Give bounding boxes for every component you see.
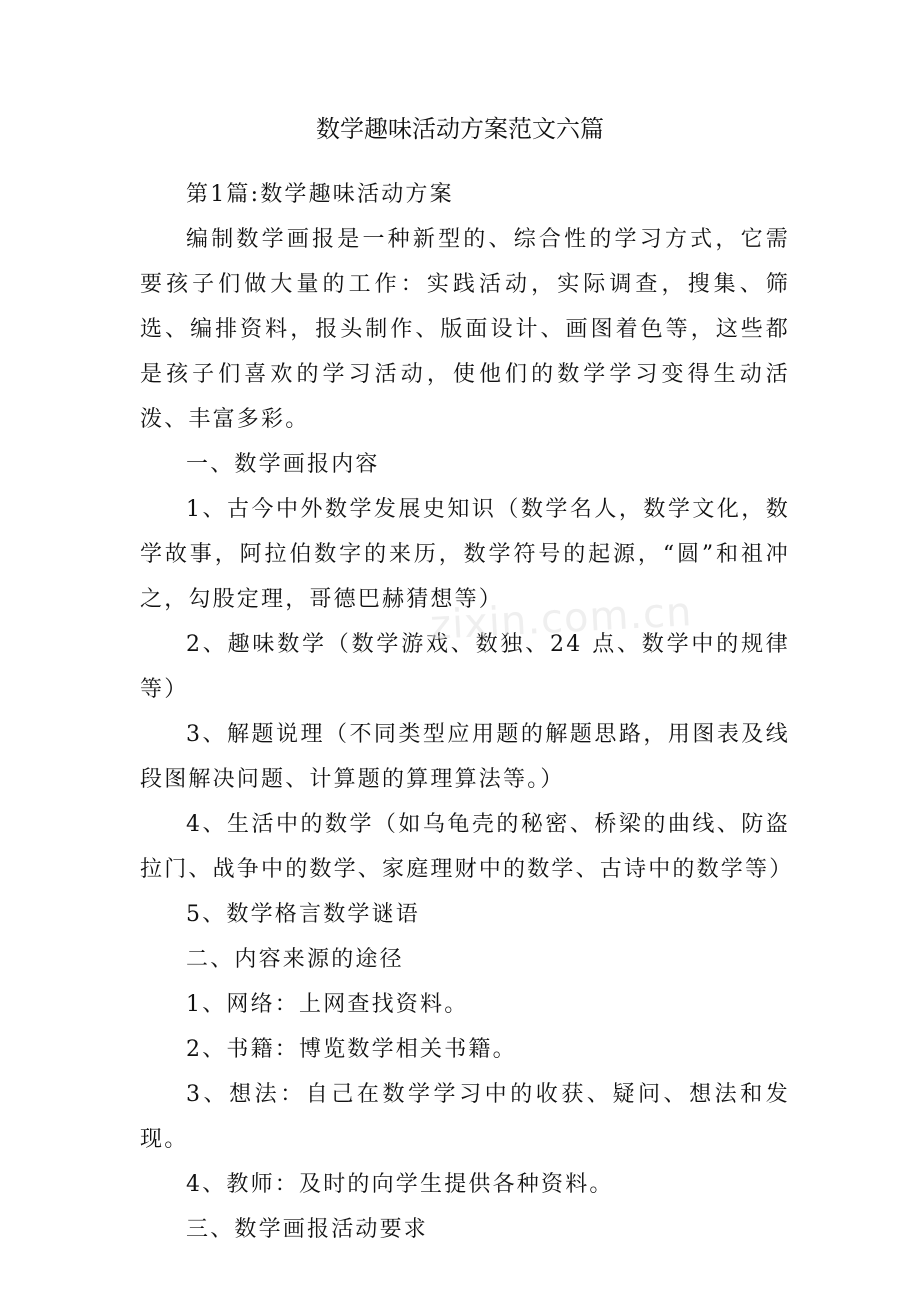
intro-paragraph: 编制数学画报是一种新型的、综合性的学习方式，它需要孩子们做大量的工作：实践活动，实际调查，搜集、筛选、编排资料，报头制作、版面设计、画图着色等，这些都是孩子们喜欢的学习活动，使他们的数学学习变得生动活泼、丰富多彩。 [140,227,790,432]
source-item-1: 1、网络：上网查找资料。 [186,992,469,1017]
heading-sources: 二、内容来源的途径 [186,947,404,972]
source-item-3: 3、想法：自己在数学学习中的收获、疑问、想法和发现。 [140,1082,790,1152]
source-item-4: 4、教师：及时的向学生提供各种资料。 [186,1172,614,1197]
content-item-1: 1、古今中外数学发展史知识（数学名人，数学文化，数学故事，阿拉伯数字的来历，数学符号的起源，“圆”和祖冲之，勾股定理，哥德巴赫猜想等） [140,497,790,612]
content-item-5: 5、数学格言数学谜语 [186,902,420,927]
document-body [140,172,794,1252]
content-item-2: 2、趣味数学（数学游戏、数独、24 点、数学中的规律等） [140,632,790,702]
content-item-3: 3、解题说理（不同类型应用题的解题思路，用图表及线段图解决问题、计算题的算理算法等。） [140,722,790,792]
heading-requirements: 三、数学画报活动要求 [186,1217,429,1242]
document-title: 数学趣味活动方案范文六篇 [316,115,604,143]
section-heading-part1: 第1篇:数学趣味活动方案 [186,182,454,207]
heading-content: 一、数学画报内容 [186,452,380,477]
watermark-text: zixin.com.cn [428,589,694,649]
source-item-2: 2、书籍：博览数学相关书籍。 [186,1037,517,1062]
content-item-4: 4、生活中的数学（如乌龟壳的秘密、桥梁的曲线、防盗拉门、战争中的数学、家庭理财中的数学、古诗中的数学等） [140,812,794,882]
